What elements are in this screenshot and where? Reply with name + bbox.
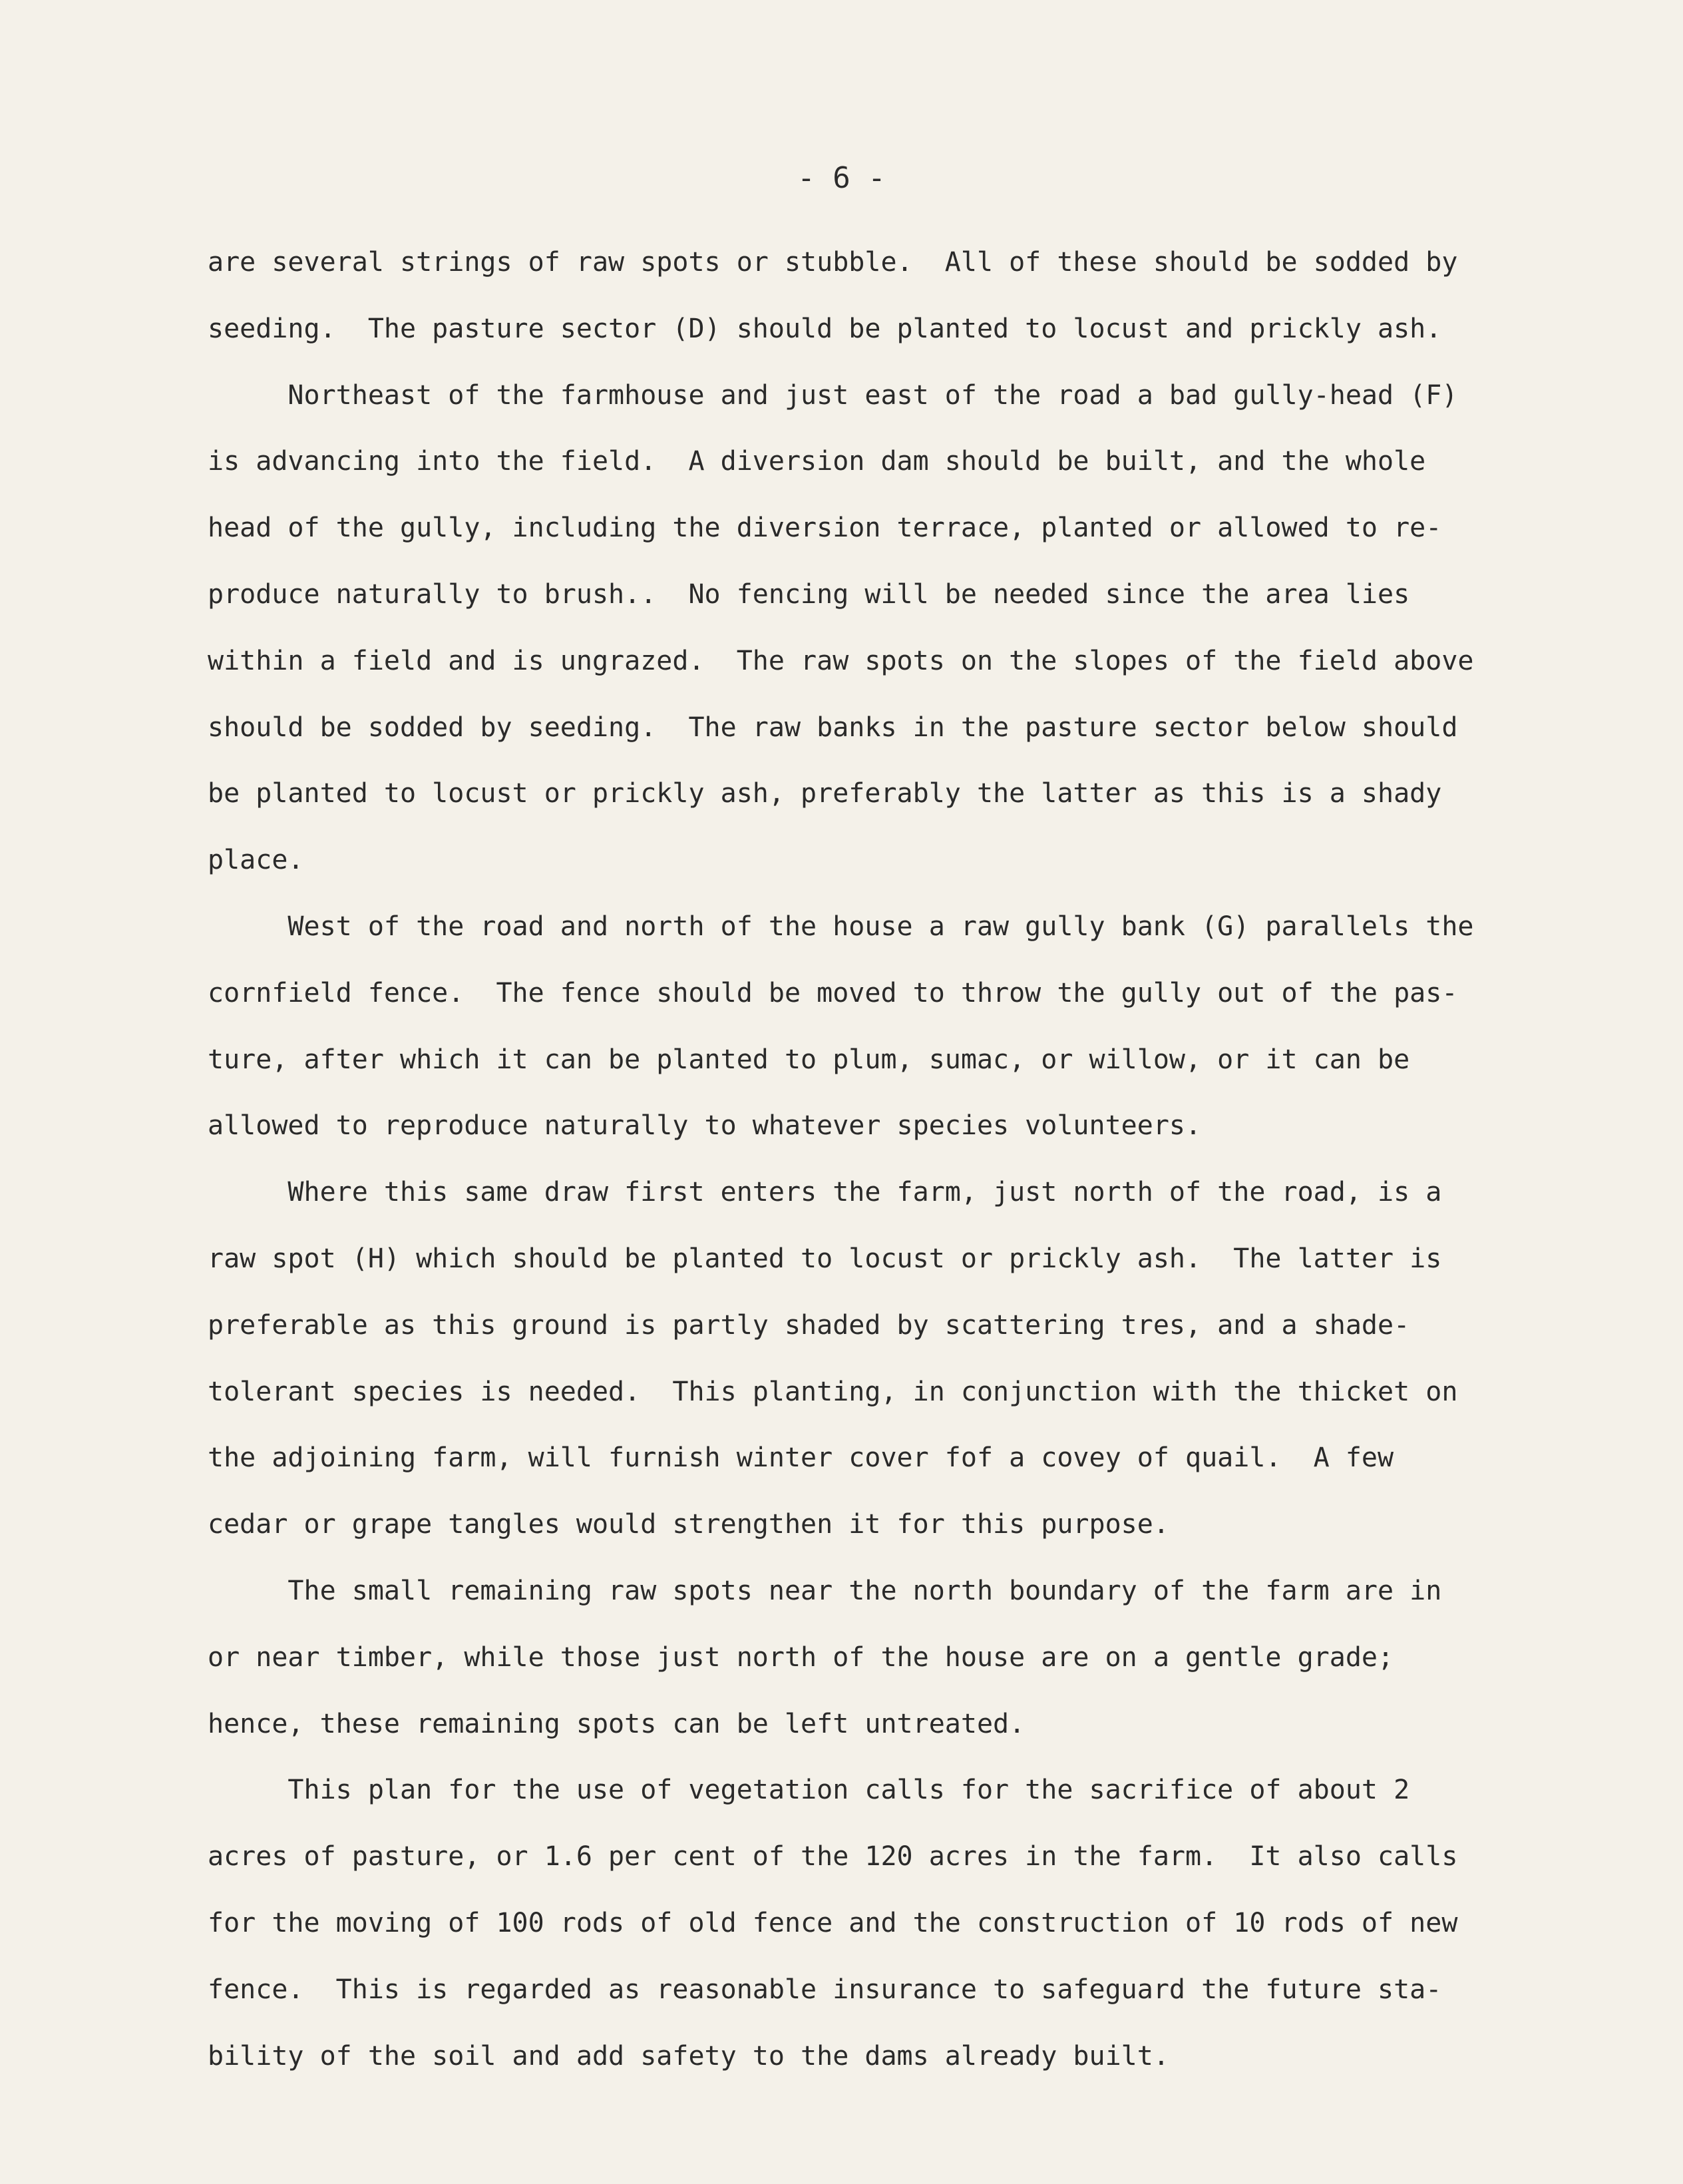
text-line: fence. This is regarded as reasonable insurance to safeguard the future sta- <box>208 1974 1442 2005</box>
text-line: be planted to locust or prickly ash, preferably the latter as this is a shady <box>208 778 1442 809</box>
text-line: or near timber, while those just north of the house are on a gentle grade; <box>208 1641 1394 1673</box>
text-line: ture, after which it can be planted to plum, sumac, or willow, or it can be <box>208 1044 1410 1075</box>
text-line: bility of the soil and add safety to the dams already built. <box>208 2040 1169 2072</box>
text-line: for the moving of 100 rods of old fence and the construction of 10 rods of new <box>208 1907 1458 1938</box>
text-line: acres of pasture, or 1.6 per cent of the 120 acres in the farm. It also calls <box>208 1841 1458 1872</box>
text-line: Northeast of the farmhouse and just east of the road a bad gully-head (F) <box>208 379 1458 411</box>
text-line: within a field and is ungrazed. The raw spots on the slopes of the field above <box>208 645 1474 676</box>
text-line: head of the gully, including the diversion terrace, planted or allowed to re- <box>208 513 1442 544</box>
text-line: should be sodded by seeding. The raw banks in the pasture sector below should <box>208 712 1458 743</box>
text-line: hence, these remaining spots can be left untreated. <box>208 1708 1026 1739</box>
page-number: - 6 - <box>797 161 886 195</box>
text-line: place. <box>208 845 304 876</box>
text-line: are several strings of raw spots or stubble. All of these should be sodded by <box>208 247 1458 278</box>
text-line: is advancing into the field. A diversion dam should be built, and the whole <box>208 446 1426 477</box>
text-line: the adjoining farm, will furnish winter cover fof a covey of quail. A few <box>208 1442 1394 1474</box>
text-line: tolerant species is needed. This planting, in conjunction with the thicket on <box>208 1376 1458 1407</box>
text-line: preferable as this ground is partly shaded by scattering tres, and a shade- <box>208 1309 1410 1341</box>
text-line: raw spot (H) which should be planted to locust or prickly ash. The latter is <box>208 1243 1442 1274</box>
text-line: This plan for the use of vegetation calls for the sacrifice of about 2 <box>208 1775 1410 1806</box>
text-line: produce naturally to brush.. No fencing will be needed since the area lies <box>208 578 1410 610</box>
text-line: cedar or grape tangles would strengthen it for this purpose. <box>208 1509 1169 1540</box>
text-line: West of the road and north of the house a raw gully bank (G) parallels the <box>208 911 1474 942</box>
body-text <box>208 230 1525 2089</box>
text-line: seeding. The pasture sector (D) should be planted to locust and prickly ash. <box>208 313 1442 344</box>
text-line: cornfield fence. The fence should be moved to throw the gully out of the pas- <box>208 977 1458 1008</box>
text-line: Where this same draw first enters the farm, just north of the road, is a <box>208 1177 1442 1208</box>
text-line: The small remaining raw spots near the north boundary of the farm are in <box>208 1575 1442 1606</box>
text-line: allowed to reproduce naturally to whatever species volunteers. <box>208 1110 1202 1142</box>
